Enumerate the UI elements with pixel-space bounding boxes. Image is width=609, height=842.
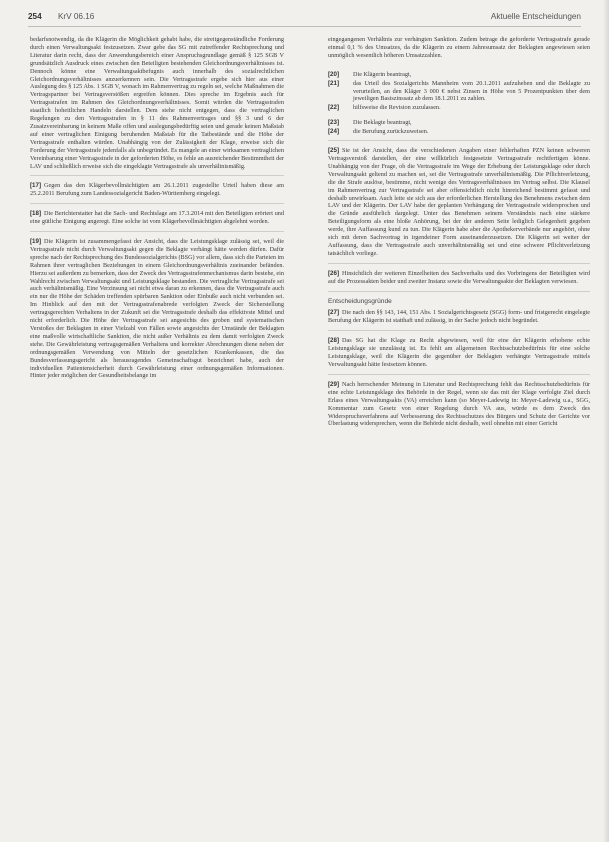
margin-number: [29] — [328, 380, 340, 388]
paragraph-text: Die Berichterstatter hat die Sach- und Rechtslage am 17.3.2014 mit den Beteiligten erörtert und eine gütliche Einigung angeregt. Eine solche ist vom Klägerbevollmächtigten abgelehnt worden. — [30, 210, 284, 226]
left-column — [30, 36, 284, 385]
running-header — [22, 12, 587, 26]
section-heading: Entscheidungsgründe — [328, 297, 392, 305]
paragraph-18 — [30, 210, 284, 226]
paragraph-text: Sie ist der Ansicht, dass die verschiedenen Angaben einer fehlerhaften PZN keinen schweren Vertragsverstoß darstellen, der eine willkürlich festgesetzte Vertragsstrafe rechtfertigen könne. Unabhängig von der Frage, ob die Vertragsstrafe im Wege der Erhebung der Leistungsklage oder durch Verwaltungsakt geltend zu machen sei, sei die Vertragsstrafe unverhältnismäßig. Die Pflichtverletzung, die die Strafe auslöse, bestimme, nicht wenige des Vertragsverhältnisses im Vertrag selbst. Die Klausel im Rahmenvertrag zur Vertragsstrafe sei aber offensichtlich nicht hinreichend bestimmt gefasst und deshalb unwirksam. Auch leite sie sich aus der erforderlichen Herstellung des Benehmens zwischen dem LAV und der Klägerin. Der LAV habe der geplanten Verhängung der Vertragsstrafe widersprochen und die Gründe ausführlich dargelegt. Unter das Benehmen seinem Verständnis nach eine stärkere Beteiligungsform als eine bloße Anhörung, bei der der anderen Seite lediglich Gelegenheit gegeben werde, ihre Auffassung kund zu tun. Die Klägerin habe aber die Apothekerverbände nur angehört, ohne sich mit deren Sachvortrag in irgendeiner Form auseinanderzusetzen. Die Klägerin sei weiter der Auffassung, dass die Vertragsstrafe auch unverhältnismäßig sei und eine schwere Pflichtverletzung tatsächlich vorliege. — [328, 147, 590, 257]
paragraph-divider — [328, 263, 590, 264]
paragraph-19-continued: eingegangenen Verhältnis zur verhängten Sanktion. Zudem betrage die geforderte Vertragsstrafe gerade einmal 0,1 % des Umsatzes, da die Klägerin zu einem Jahresumsatz der Beklagten angewiesen seien unmöglich wesentlich höheren Umsatzzahlen. — [328, 36, 590, 59]
margin-number: [17] — [30, 182, 42, 190]
margin-number: [23] — [328, 119, 340, 127]
paragraph-divider — [30, 231, 284, 232]
paragraph-16-continued: bedarfsnotwendig, da die Klägerin die Möglichkeit gehabt habe, die streitgegenständliche Forderung durch einen Verwaltungsakt festzusetzen. Zwar gebe das SG mit zutreffender Rechtsprechung und Literatur darin recht, dass der Anwendungsbereich einer Anspruchsgrundlage gemäß § 125 SGB V grundsätzlich Ausdruck eines zwischen den Beteiligten bestehenden Gleichordnungsverhältnisses ist. Dennoch könne eine Verwaltungsaktbefugnis auch innerhalb des sozialrechtlichen Gleichordnungsverhältnisses anzuerkennen sein. Die Vertragsstrafe ergebe sich hier aus einer Auslegung des § 125 Abs. 1 SGB V, wonach im Rahmenvertrag zu regeln sei, welche Maßnahmen die Vertragspartner bei Vertragsverstößen ergreifen können. Dies spreche im Ergebnis auch für Vertragsstrafen im Rahmen des Gleichordnungsverhältnisses. Somit würden die Vertragsstrafen staatlich hoheitlichen Handeln darstellen. Dem stehe nicht entgegen, dass die vertraglichen Regelungen zu den Vertragsstrafen in § 11 des Rahmenvertrages und §§ 3 und 6 der Zusatzvereinbarung in keinem Maße offen und auslegungsbedürftig seien und gerade keinen Maßstab auf einer vertraglichen Einigung beruhenden Maßstab für die Tatbestände und die Höhe der Vertragsstrafe enthalten würden. Unabhängig von der Zulässigkeit der Klage, erweise sich die Forderung der Vertragsstrafe jedenfalls als unbegründet. Es mangele an einer wirksamen vertraglichen Vereinbarung einer Vertragsstrafe in der geforderten Höhe, es fehle an ausreichender Bestimmtheit der LAV und schließlich erweise sich die eingeklagte Vertragsstrafe als unverhältnismäßig. — [30, 36, 284, 170]
page-number: 254 — [28, 12, 42, 21]
header-left — [28, 12, 94, 21]
paragraph-divider — [30, 175, 284, 176]
paragraph-23 — [328, 119, 590, 127]
paragraph-text: Die Klägerin ist zusammengefasst der Ansicht, dass die Leistungsklage zulässig sei, weil die Vertragsstrafe nicht durch Verwaltungsakt gegen die Beklagte verhängt hätte werden dürfen. Dafür spreche nach der Rechtsprechung des Bundessozialgerichts (BSG) vor allem, dass sich die Parteien im Rahmen ihrer vertraglichen Beziehungen in einem Gleichordnungsverhältnis zueinander befänden. Hierzu sei außerdem zu bemerken, dass der Zweck des Vertragsstrafenmechanismus darin bestehe, ein Wahlrecht zwischen Verwaltungsakt und Leistungsklage bestanden. Die vertragliche Vertragsstrafe sei auch verhältnismäßig. Eine Verzinsung sei nicht etwa daran zu erkennen, dass die Vertragsstrafe auch ein nur die Höhe der Schäden treffenden spürbaren Sanktion oder Einbuße auch nicht verbunden sei. Im Hinblick auf den mit der Vertragsstrafenabrede verfolgten Zweck der Sicherstellung vertragsgerechten Verhaltens in der Zukunft sei die Vertragsstrafe deshalb das effektivste Mittel und nicht erforderlich. Die Höhe der Vertragsstrafe sei angesichts des groben und systematischen Verstoßes der Beklagten in einer Vielzahl von Fällen sowie angesichts der Umstände der Beklagten eine maßvolle wirtschaftliche Sanktion, die nicht außer Verhältnis zu dem damit verfolgten Zweck stehe. Die Gewährleistung vertragsgemäßen Verhaltens und korrekter Abrechnungen diene neben der ordnungsgemäßen Verwendung von Mitteln der gesetzlichen Krankenkassen, die das Bundesverfassungsgericht als herausragendes Gemeinschaftsgut bezeichnet habe, auch der individuellen Patientensicherheit durch Gewährleistung einer ordnungsgemäßen Informationen. Hinter jeder möglichen der Gesundheitsbelange im — [30, 238, 284, 380]
paragraph-22 — [328, 104, 590, 112]
paragraph-27 — [328, 309, 590, 325]
page-edge-shadow — [603, 0, 609, 842]
paragraph-divider — [328, 291, 590, 292]
paragraph-text: Nach herrschender Meinung in Literatur und Rechtsprechung fehlt das Rechtsschutzbedürfnis für eine echte Leistungsklage des Behörde in der Regel, wenn sie das mit der Klage verfolgte Ziel durch Erlass eines Verwaltungsakts (VA) erreichen kann (so Meyer-Ladewig in: Meyer-Ladewig u.a., SGG, Kommentar zum Gesetz von einer Regelung durch VA aus, würde es dem Zweck des Widerspruchsverfahrens auf Verbesserung des Rechtsschutzes des Bürgers und Schutz der Gerichte vor Überlastung widersprechen, wenn die Behörde nicht deshalb, weil ohnehin mit einer Gericht — [328, 380, 590, 428]
margin-number: [20] — [328, 70, 340, 78]
margin-number: [27] — [328, 309, 340, 317]
paragraph-text: Die nach den §§ 143, 144, 151 Abs. 1 Sozialgerichtsgesetz (SGG) form- und fristgerecht eingelegte Berufung der Klägerin ist statthaft und zulässig, in der Sache jedoch nicht begründet. — [328, 309, 590, 325]
paragraph-text: das Urteil des Sozialgerichts Mannheim vom 20.1.2011 aufzuheben und die Beklagte zu verurteilen, an den Kläger 3 000 € nebst Zinsen in Höhe von 5 Prozentpunkten über dem jeweiligen Basiszinssatz ab dem 18.1.2011 zu zahlen. — [353, 79, 590, 103]
margin-number: [22] — [328, 104, 340, 112]
paragraph-25 — [328, 147, 590, 258]
paragraph-divider — [328, 330, 590, 331]
paragraph-text: Die Klägerin beantragt, — [353, 70, 412, 78]
paragraph-divider — [30, 203, 284, 204]
paragraph-29 — [328, 381, 590, 428]
paragraph-text: Hinsichtlich der weiteren Einzelheiten des Sachverhalts und des Vorbringens der Beteiligten wird auf die Prozessakten beider und zweiter Instanz sowie die Verwaltungsakte der Beklagten verwiesen. — [328, 269, 590, 285]
paragraph-28 — [328, 337, 590, 369]
paragraph-text: die Berufung zurückzuweisen. — [353, 128, 429, 136]
margin-number: [26] — [328, 269, 340, 277]
paragraph-21 — [328, 80, 590, 104]
paragraph-26 — [328, 270, 590, 286]
right-column — [328, 36, 590, 433]
journal-issue: KrV 06.16 — [57, 12, 95, 21]
paragraph-text: hilfsweise die Revision zuzulassen. — [353, 104, 441, 112]
margin-number: [19] — [30, 238, 42, 246]
paragraph-text: Gegen das den Klägerbevollmächtigten am 26.1.2011 zugestellte Urteil haben diese am 25.2.2011 Berufung zum Landessozialgericht Baden-Württemberg eingelegt. — [30, 182, 284, 198]
paragraph-divider — [328, 374, 590, 375]
paragraph-19 — [30, 238, 284, 380]
section-title: Aktuelle Entscheidungen — [490, 12, 581, 21]
header-rule — [28, 26, 581, 27]
margin-number: [18] — [30, 210, 42, 218]
margin-number: [21] — [328, 79, 340, 87]
paragraph-text: Das SG hat die Klage zu Recht abgewiesen, weil für eine der Klägerin erhobene echte Leistungsklage sie unzulässig ist. Es fehlt am allgemeinen Rechtsschutzbedürfnis für eine solche Leistungsklage, weil die Klägerin die gegenüber der Beklagten verhängte Vertragsstrafe mittels Verwaltungsakt hätte festsetzen können. — [328, 337, 590, 368]
margin-number: [25] — [328, 147, 340, 155]
margin-number: [28] — [328, 337, 340, 345]
paragraph-20 — [328, 71, 590, 79]
paragraph-text: Die Beklagte beantragt, — [353, 119, 412, 127]
margin-number: [24] — [328, 128, 340, 136]
paragraph-divider — [328, 140, 590, 141]
paragraph-24 — [328, 128, 590, 136]
paragraph-17 — [30, 182, 284, 198]
